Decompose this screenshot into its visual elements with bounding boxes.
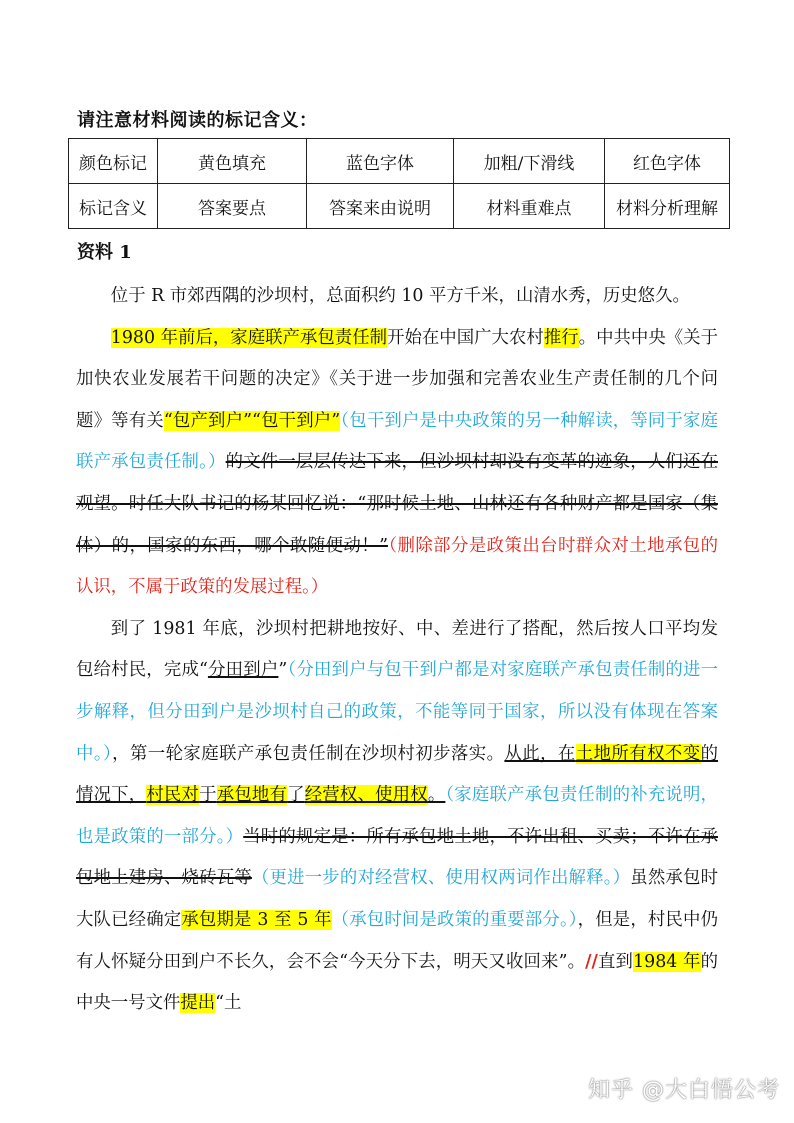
underlined-text: 分田到户 <box>207 660 279 681</box>
body-text: 的中央一号文件 <box>76 951 718 1014</box>
legend-cell: 答案要点 <box>158 184 307 229</box>
highlight-text: 承包地有 <box>216 785 288 806</box>
paragraph-2 <box>76 318 718 609</box>
highlight-text: 承包期是 3 至 5 年 <box>181 909 332 930</box>
body-text: 到了 1981 年底，沙坝村把耕地按好、中、差进行了搭配，然后按人口平均发包给村民，完成“ <box>76 618 718 681</box>
legend-cell: 材料分析理解 <box>605 184 730 229</box>
highlight-text: 经营权、使用权 <box>304 785 428 806</box>
marking-legend-table <box>68 138 730 229</box>
body-text: 开始在中国广大农村 <box>387 327 544 348</box>
blue-annotation: （承包时间是政策的重要部分。） <box>331 909 578 930</box>
legend-cell: 材料重难点 <box>454 184 605 229</box>
highlight-text: “包产到户”“包干到户” <box>163 410 341 431</box>
underlined-text: 。 <box>427 785 446 806</box>
body-text: ” <box>278 660 288 681</box>
zhihu-watermark: 知乎 @大白悟公考 <box>588 1078 780 1103</box>
body-text: 直到 <box>597 951 634 972</box>
paragraph-3 <box>76 609 718 1025</box>
highlight-text: 提出 <box>180 993 216 1014</box>
legend-cell: 标记含义 <box>69 184 158 229</box>
paragraph-1: 位于 R 市郊西隅的沙坝村，总面积约 10 平方千米，山清水秀，历史悠久。 <box>110 286 690 306</box>
underlined-text: 的情况下， <box>76 743 718 806</box>
red-slash-mark: // <box>585 951 598 972</box>
body-text: 虽然承包时大队已经确定 <box>76 868 718 930</box>
legend-row-meanings <box>69 184 730 229</box>
highlight-text: 土地所有权不变 <box>575 743 701 764</box>
highlight-text: 1980 年前后，家庭联产承包责任制 <box>110 327 388 348</box>
legend-cell: 加粗/下滑线 <box>454 139 605 184</box>
blue-annotation: （包干到户是中央政策的另一种解读，等同于家庭联产承包责任制。） <box>76 410 718 473</box>
material-body <box>76 276 718 1025</box>
body-text: 。中共中央《关于加快农业发展若干问题的决定》《关于进一步加强和完善农业生产责任制的几个问题》等有关 <box>76 327 718 431</box>
body-text: ，但是，村民中仍有人怀疑分田到户不长久，会不会“今天分下去，明天又收回来”。 <box>76 909 718 972</box>
blue-annotation: （更进一步的对经营权、使用权两词作出解释。） <box>251 868 631 889</box>
blue-annotation: （家庭联产承包责任制的补充说明，也是政策的一部分。） <box>76 785 718 847</box>
page-heading: 请注意材料阅读的标记含义： <box>77 110 318 131</box>
underlined-text: 从此，在 <box>504 743 576 764</box>
highlight-text: 1984 年 <box>633 951 701 972</box>
blue-annotation: （分田到户与包干到户都是对家庭联产承包责任制的进一步解释，但分田到户是沙坝村自己的政策，不能等同于国家，所以没有体现在答案中。） <box>76 660 718 764</box>
legend-cell: 答案来由说明 <box>307 184 454 229</box>
legend-cell: 红色字体 <box>605 139 730 184</box>
section-title: 资料 1 <box>77 242 132 263</box>
legend-cell: 蓝色字体 <box>307 139 454 184</box>
highlight-text: 推行 <box>543 327 579 348</box>
struck-text: 当时的规定是：所有承包地土地，不许出租、买卖；不许在承包地上建房、烧砖瓦等 <box>76 826 718 889</box>
legend-cell: 黄色填充 <box>158 139 307 184</box>
legend-row-colors <box>69 139 730 184</box>
body-text: ，第一轮家庭联产承包责任制在沙坝村初步落实。 <box>112 743 505 764</box>
legend-cell: 颜色标记 <box>69 139 158 184</box>
underlined-text: 于 <box>199 785 217 806</box>
underlined-text: 了 <box>287 785 305 806</box>
highlight-text: 村民对 <box>146 785 200 806</box>
body-text: “土 <box>215 993 242 1014</box>
struck-text: 的文件一层层传达下来，但沙坝村却没有变革的迹象，人们还在观望。时任大队书记的杨某回忆说：“那时候土地、山林还有各种财产都是国家（集体）的，国家的东西，哪个敢随便动！” <box>76 452 718 556</box>
red-annotation: （删除部分是政策出台时群众对土地承包的认识，不属于政策的发展过程。） <box>76 535 718 598</box>
